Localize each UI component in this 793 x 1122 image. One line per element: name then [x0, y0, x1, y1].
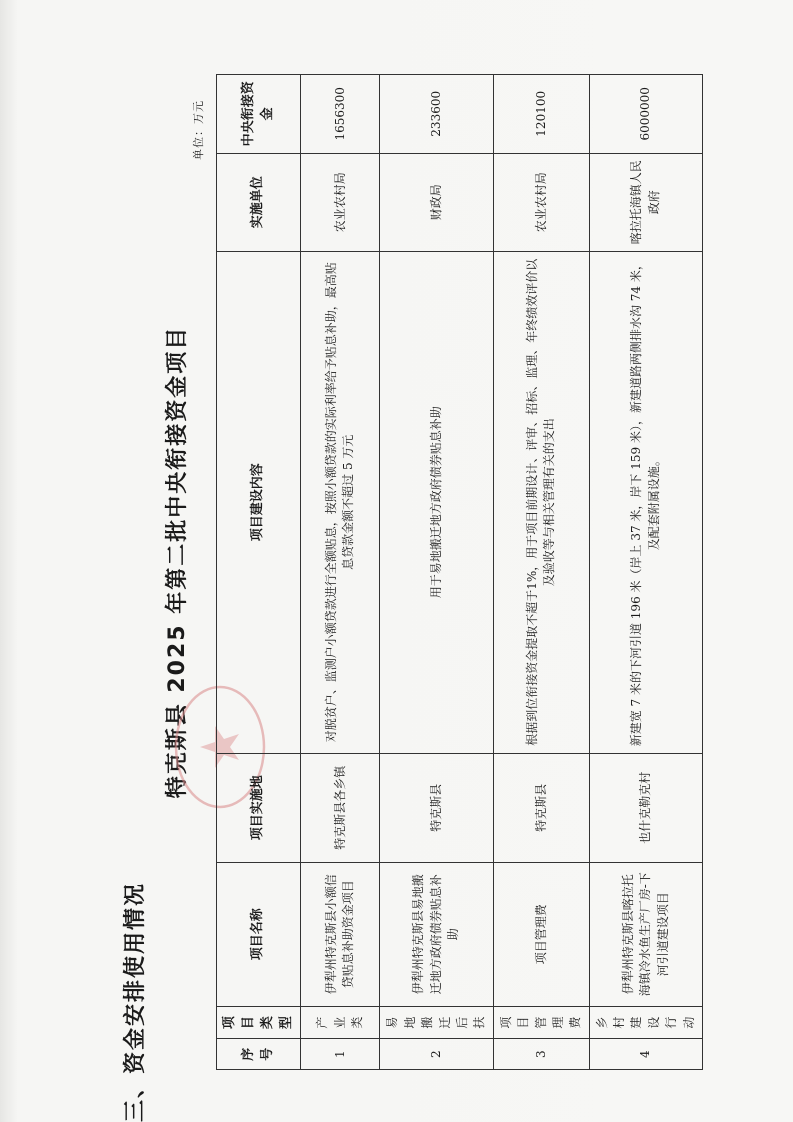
table-row — [380, 75, 493, 1070]
funding-projects-table — [216, 74, 703, 1070]
cell-fund: 1656300 — [301, 75, 380, 154]
cell-unit: 喀拉托海镇人民政府 — [589, 153, 702, 251]
cell-type: 产业类 — [301, 1006, 380, 1039]
header-content: 项目建设内容 — [217, 251, 301, 753]
cell-unit: 农业农村局 — [493, 153, 589, 251]
header-name: 项目名称 — [217, 862, 301, 1006]
header-unit: 实施单位 — [217, 153, 301, 251]
cell-fund: 120100 — [493, 75, 589, 154]
cell-content: 根据到位衔接资金提取不超于1%，用于项目前期设计、评审、招标、监理、年终绩效评价以及验收等与相关管理有关的支出 — [493, 251, 589, 753]
header-fund: 中央衔接资金 — [217, 75, 301, 154]
document-title: 特克斯县 2025 年第二批中央衔接资金项目 — [165, 325, 190, 799]
header-place: 项目实施地 — [217, 753, 301, 862]
cell-name: 伊犁州特克斯县易地搬迁地方政府债券贴息补助 — [380, 862, 493, 1006]
cell-content: 对脱贫户、监测户小额贷款进行全额贴息，按照小额贷款的实际利率给予贴息补助，最高贴息贷款金额不超过 5 万元 — [301, 251, 380, 753]
cell-name: 项目管理费 — [493, 862, 589, 1006]
cell-unit: 财政局 — [380, 153, 493, 251]
cell-place: 特克斯县 — [380, 753, 493, 862]
cell-name: 伊犁州特克斯县小额信贷贴息补助资金项目 — [301, 862, 380, 1006]
cell-content: 新建宽 7 米的下河引道 196 米（岸上 37 米，岸下 159 米），新建道路两侧排水沟 74 米，及配套附属设施。 — [589, 251, 702, 753]
cell-content: 用于易地搬迁地方政府债券贴息补助 — [380, 251, 493, 753]
cell-place: 特克斯县 — [493, 753, 589, 862]
cell-unit: 农业农村局 — [301, 153, 380, 251]
header-seq: 序号 — [217, 1039, 301, 1070]
cell-type: 项目管理费 — [493, 1006, 589, 1039]
cell-seq: 1 — [301, 1039, 380, 1070]
cell-fund: 233600 — [380, 75, 493, 154]
unit-label: 单位：万元 — [192, 100, 205, 160]
header-type: 项目类型 — [217, 1006, 301, 1039]
cell-type: 易地搬迁后扶 — [380, 1006, 493, 1039]
table-header-row — [217, 75, 301, 1070]
cell-place: 特克斯县各乡镇 — [301, 753, 380, 862]
table-row — [301, 75, 380, 1070]
cell-fund: 6000000 — [589, 75, 702, 154]
cell-type: 乡村建设行动 — [589, 1006, 702, 1039]
table-row — [493, 75, 589, 1070]
cell-seq: 2 — [380, 1039, 493, 1070]
cell-seq: 4 — [589, 1039, 702, 1070]
cell-place: 也什克勒克村 — [589, 753, 702, 862]
cell-seq: 3 — [493, 1039, 589, 1070]
cell-name: 伊犁州特克斯县喀拉托海镇冷水鱼生产厂房-下河引道建设项目 — [589, 862, 702, 1006]
table-row — [589, 75, 702, 1070]
section-heading: 三、资金安排使用情况 — [123, 881, 148, 1122]
